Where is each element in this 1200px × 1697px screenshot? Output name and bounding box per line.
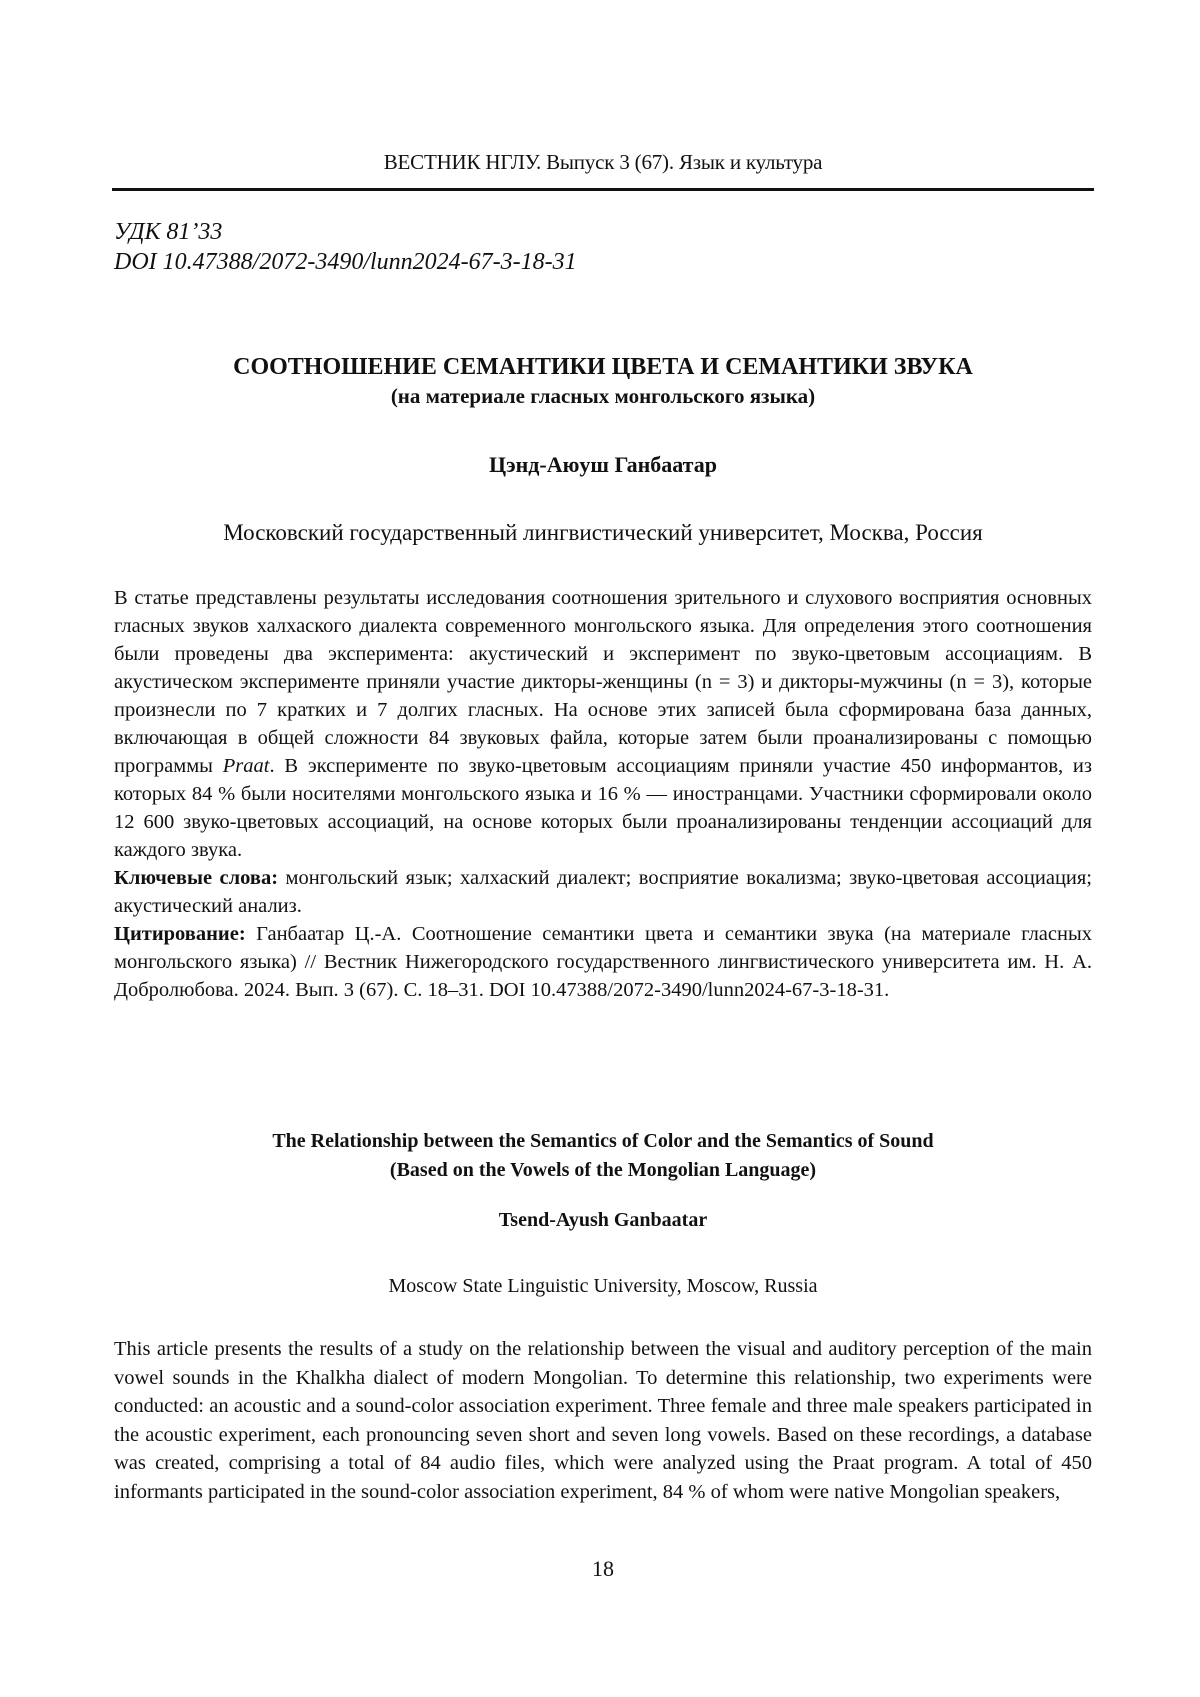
header-rule (112, 188, 1094, 191)
abstract-en-text: This article presents the results of a study on the relationship between the visual and auditory perception of the main vowel sounds in the Khalkha dialect of modern Mongolian. To determine this relationship, two experiments were conducted: an acoustic and a sound-color association experiment. Three female and three male speakers participated in the acoustic experiment, each pronouncing seven short and seven long vowels. Based on these recordings, a database was created, comprising a total of 84 audio files, which were analyzed using the Praat program. A total of 450 informants participated in the sound-color association experiment, 84 % of whom were native Mongolian speakers, (114, 1338, 1092, 1503)
citation-ru (114, 920, 1092, 1004)
abstract-ru-part1: В статье представлены результаты исследования соотношения зрительного и слухового восприятия основных гласных звуков халхаского диалекта современного монгольского языка. Для определения этого соотношения были проведены два эксперимента: акустический и эксперимент по звуко-цветовым ассоциациям. В акустическом эксперименте приняли участие дикторы-женщины (n = 3) и дикторы-мужчины (n = 3), которые произнесли по 7 кратких и 7 долгих гласных. На основе этих записей была сформирована база данных, включающая в общей сложности 84 звуковых файла, которые затем были проанализированы с помощью программы (114, 587, 1092, 777)
abstract-en (114, 1335, 1092, 1506)
keywords-label: Ключевые слова: (114, 867, 279, 889)
title-en: The Relationship between the Semantics of Color and the Semantics of Sound (272, 1130, 934, 1152)
abstract-ru-part2: . В эксперименте по звуко-цветовым ассоциациям приняли участие 450 информантов, из которых 84 % были носителями монгольского языка и 16 % — иностранцами. Участники сформировали около 12 600 звуко-цветовых ассоциаций, на основе которых были проанализированы тенденции ассоциаций для каждого звука. (114, 755, 1092, 861)
subtitle-ru: (на материале гласных монгольского языка) (390, 384, 816, 408)
affiliation-ru: Московский государственный лингвистический университет, Москва, Россия (223, 520, 983, 545)
citation-text: Ганбаатар Ц.-А. Соотношение семантики цвета и семантики звука (на материале гласных монгольского языка) // Вестник Нижегородского государственного лингвистического университета им. Н. А. Добролюбова. 2024. Вып. 3 (67). С. 18–31. DOI 10.47388/2072-3490/lunn2024-67-3-18-31. (114, 923, 1092, 1001)
running-header: ВЕСТНИК НГЛУ. Выпуск 3 (67). Язык и культура (383, 150, 823, 174)
abstract-ru-text (114, 584, 1092, 864)
keywords-ru (114, 864, 1092, 920)
doi: DOI 10.47388/2072-3490/lunn2024-67-3-18-31 (114, 249, 577, 275)
author-en: Tsend-Ayush Ganbaatar (498, 1209, 708, 1231)
affiliation-en: Moscow State Linguistic University, Moscow, Russia (388, 1275, 818, 1297)
title-en-block (112, 1127, 1094, 1185)
author-ru: Цэнд-Аюуш Ганбаатар (488, 452, 717, 477)
software-name: Praat (222, 755, 270, 777)
udc-code: УДК 81’33 (114, 219, 223, 245)
subtitle-en: (Based on the Vowels of the Mongolian Language) (389, 1159, 817, 1181)
article-meta (114, 217, 577, 277)
page-number: 18 (592, 1556, 614, 1581)
citation-label: Цитирование: (114, 923, 246, 945)
abstract-ru (114, 584, 1092, 1004)
title-ru: СООТНОШЕНИЕ СЕМАНТИКИ ЦВЕТА И СЕМАНТИКИ ЗВУКА (233, 354, 973, 380)
keywords-text: монгольский язык; халхаский диалект; восприятие вокализма; звуко-цветовая ассоциация; акустический анализ. (114, 867, 1093, 917)
